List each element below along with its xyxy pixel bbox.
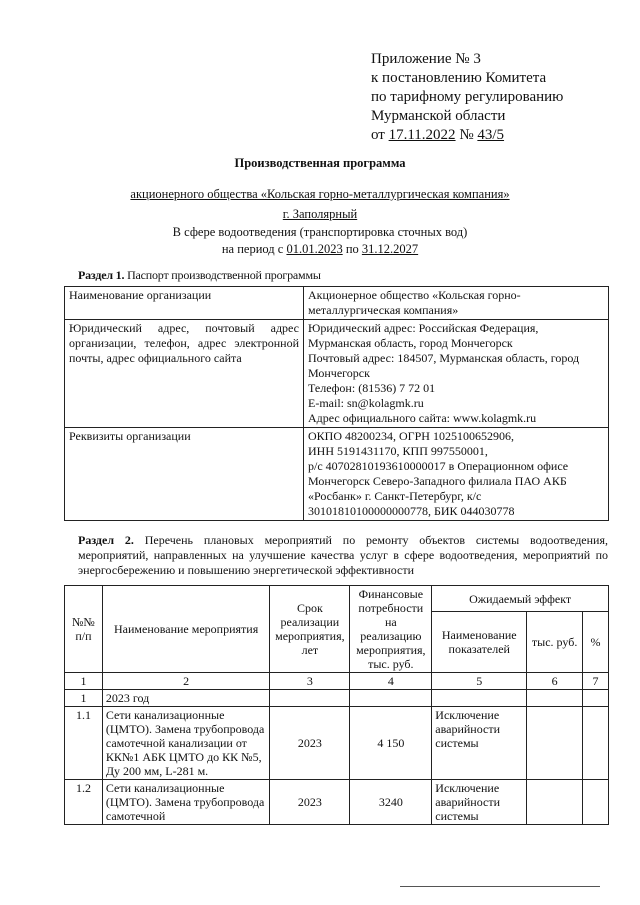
row-name: Сети канализационные (ЦМТО). Замена трубопровода самотечной канализации от КК№1 АБК ЦМТО до КК №5, Ду 200 мм, L-281 м. — [102, 707, 270, 780]
table-row — [65, 780, 609, 825]
appendix-line-3: по тарифному регулированию — [371, 89, 564, 105]
section-1-heading — [78, 268, 321, 283]
period-mid: по — [342, 242, 362, 256]
row-percent — [583, 707, 609, 780]
header-finance: Финансовые потребности на реализацию мероприятия, тыс. руб. — [350, 586, 432, 673]
period-prefix: на период с — [221, 242, 287, 256]
col-number: 3 — [270, 673, 350, 690]
appendix-line-2: к постановлению Комитета — [371, 70, 547, 86]
section-1-text: Паспорт производственной программы — [124, 268, 321, 282]
date-prefix: от — [371, 127, 389, 143]
passport-value — [304, 320, 609, 428]
passport-table — [64, 286, 609, 521]
row-finance: 4 150 — [350, 707, 432, 780]
measures-table — [64, 585, 609, 825]
header-percent: % — [583, 612, 609, 673]
value-line: ИНН 5191431170, КПП 997550001, — [308, 444, 488, 458]
row-num: 1.2 — [65, 780, 103, 825]
value-line: Почтовый адрес: 184507, Мурманская область, город Мончегорск — [308, 351, 580, 380]
value-line: ОКПО 48200234, ОГРН 1025100652906, — [308, 429, 514, 443]
bottom-divider — [400, 886, 600, 887]
empty-cell — [583, 690, 609, 707]
header-term: Срок реализации мероприятия, лет — [270, 586, 350, 673]
header-num: №№ п/п — [65, 586, 103, 673]
row-term: 2023 — [270, 780, 350, 825]
section-2-heading — [78, 533, 608, 578]
sphere: В сфере водоотведения (транспортировка сточных вод) — [172, 225, 468, 239]
table-header-row — [65, 586, 609, 612]
appendix-number: 43/5 — [477, 127, 505, 143]
row-rub — [527, 707, 583, 780]
header-rub: тыс. руб. — [527, 612, 583, 673]
value-line: Телефон: (81536) 7 72 01 — [308, 381, 436, 395]
appendix-date-line — [371, 126, 563, 145]
header-effect: Ожидаемый эффект — [432, 586, 609, 612]
row-percent — [583, 780, 609, 825]
year-row-num: 1 — [65, 690, 103, 707]
passport-label: Наименование организации — [65, 287, 304, 320]
appendix-date: 17.11.2022 — [388, 127, 456, 143]
table-row — [65, 287, 609, 320]
row-indicator: Исключение аварийности системы — [432, 780, 527, 825]
table-row — [65, 428, 609, 521]
organization-name: акционерного общества «Кольская горно-металлургическая компания» — [130, 187, 510, 201]
passport-value — [304, 428, 609, 521]
section-2-label: Раздел 2. — [78, 533, 134, 547]
row-num: 1.1 — [65, 707, 103, 780]
empty-cell — [527, 690, 583, 707]
row-rub — [527, 780, 583, 825]
empty-cell — [270, 690, 350, 707]
table-row — [65, 707, 609, 780]
appendix-line-4: Мурманской области — [371, 108, 506, 124]
value-line: Адрес официального сайта: www.kolagmk.ru — [308, 411, 537, 425]
empty-cell — [432, 690, 527, 707]
col-number: 5 — [432, 673, 527, 690]
col-number: 1 — [65, 673, 103, 690]
year-row-label: 2023 год — [102, 690, 270, 707]
empty-cell — [350, 690, 432, 707]
city: г. Заполярный — [282, 207, 358, 221]
row-finance: 3240 — [350, 780, 432, 825]
col-number: 7 — [583, 673, 609, 690]
year-row — [65, 690, 609, 707]
passport-label: Юридический адрес, почтовый адрес организации, телефон, адрес электронной почты, адрес официального сайта — [65, 320, 304, 428]
header-name: Наименование мероприятия — [102, 586, 270, 673]
appendix-header — [371, 50, 563, 145]
value-line: р/с 40702810193610000017 в Операционном офисе Мончегорск Северо-Западного филиала ПАО АКБ «Росбанк» г. Санкт-Петербург, к/с 30101810100000000778, БИК 044030778 — [308, 459, 569, 518]
period — [0, 242, 640, 257]
document-title: Производственная программа — [234, 156, 406, 170]
period-start: 01.01.2023 — [286, 242, 343, 256]
number-prefix: № — [455, 127, 478, 143]
row-indicator: Исключение аварийности системы — [432, 707, 527, 780]
header-indicator: Наименование показателей — [432, 612, 527, 673]
table-row — [65, 320, 609, 428]
value-line: E-mail: sn@kolagmk.ru — [308, 396, 424, 410]
col-number: 6 — [527, 673, 583, 690]
passport-label: Реквизиты организации — [65, 428, 304, 521]
period-end: 31.12.2027 — [361, 242, 419, 256]
section-1-label: Раздел 1. — [78, 268, 125, 282]
col-number: 4 — [350, 673, 432, 690]
passport-value — [304, 287, 609, 320]
value-line: Юридический адрес: Российская Федерация, Мурманская область, город Мончегорск — [308, 321, 539, 350]
value-line: Акционерное общество «Кольская горно-металлургическая компания» — [308, 288, 521, 317]
column-numbers-row — [65, 673, 609, 690]
col-number: 2 — [102, 673, 270, 690]
row-name: Сети канализационные (ЦМТО). Замена трубопровода самотечной — [102, 780, 270, 825]
section-2-text: Перечень плановых мероприятий по ремонту объектов системы водоотведения, мероприятий, направленных на улучшение качества услуг в сфере водоотведения, мероприятий по энергосбережению и повышению энергетической эффективности — [78, 533, 608, 577]
appendix-line-1: Приложение № 3 — [371, 51, 481, 67]
row-term: 2023 — [270, 707, 350, 780]
